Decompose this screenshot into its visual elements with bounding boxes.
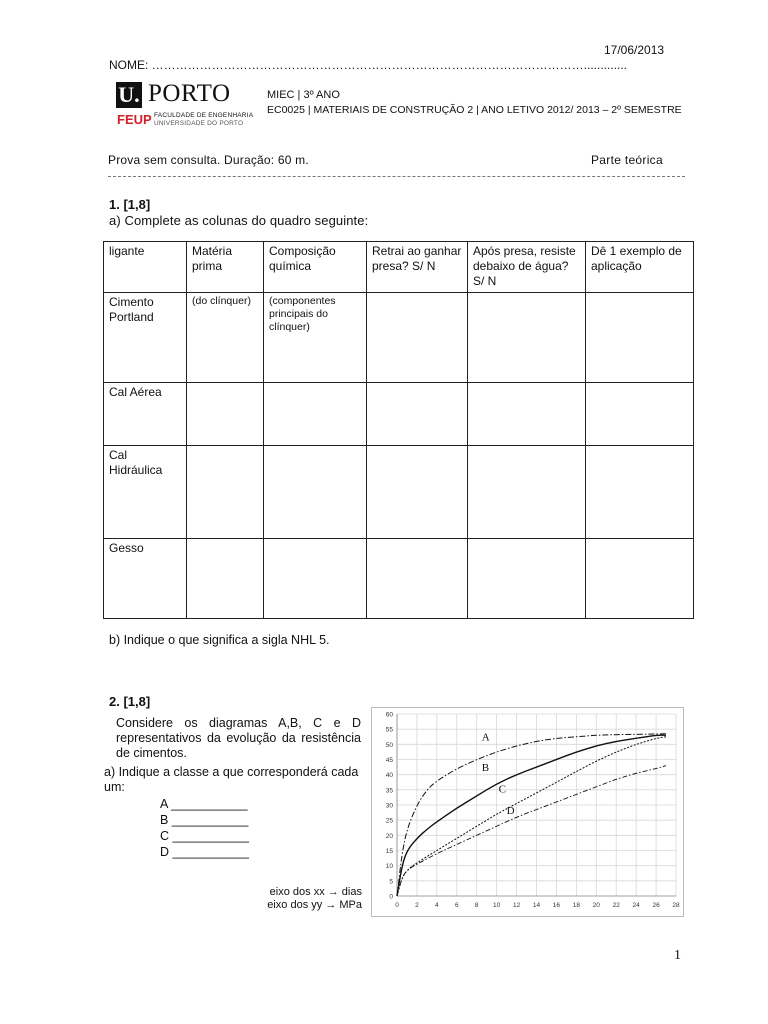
answer-cell-composicao[interactable]: (componentes principais do clínquer) [264, 293, 367, 383]
series-label-d: D [506, 805, 515, 818]
answer-blank-d[interactable]: D ___________ [160, 845, 249, 859]
binders-table [103, 241, 694, 619]
logo-u-mark: U. [116, 82, 142, 108]
table-row [104, 539, 694, 619]
axes-legend [254, 886, 362, 912]
x-tick-label: 8 [474, 902, 479, 909]
answer-cell-resiste[interactable] [468, 293, 586, 383]
x-tick-label: 14 [532, 902, 541, 909]
header-ligante: ligante [104, 242, 187, 293]
x-tick-label: 10 [493, 902, 501, 909]
y-tick-label: 55 [385, 726, 393, 734]
answer-cell-retrai[interactable] [367, 293, 468, 383]
answer-cell-exemplo[interactable] [586, 293, 694, 383]
y-tick-label: 30 [385, 802, 393, 810]
logo-faculty-line1: FACULDADE DE ENGENHARIA [154, 112, 254, 119]
x-tick-label: 2 [415, 902, 419, 909]
answer-cell-resiste[interactable] [468, 383, 586, 446]
row-label: Cimento Portland [104, 293, 187, 383]
series-label-c: C [498, 783, 506, 796]
table-row [104, 293, 694, 383]
question-2-intro: Considere os diagramas A,B, C e D representativos da evolução da resistência de cimentos. [116, 716, 361, 760]
answer-cell-retrai[interactable] [367, 383, 468, 446]
answer-blanks [160, 796, 249, 860]
x-tick-label: 0 [395, 902, 399, 909]
header-resiste-agua: Após presa, resiste debaixo de água? S/ N [468, 242, 586, 293]
header-materia-prima: Matéria prima [187, 242, 264, 293]
table-row [104, 446, 694, 539]
x-tick-label: 6 [454, 902, 459, 909]
answer-cell-materia[interactable]: (do clínquer) [187, 293, 264, 383]
answer-cell-exemplo[interactable] [586, 383, 694, 446]
x-tick-label: 20 [592, 902, 600, 909]
page-number: 1 [674, 948, 681, 963]
axis-x-legend: eixo dos xx → dias [269, 886, 362, 898]
answer-cell-retrai[interactable] [367, 539, 468, 619]
y-tick-label: 20 [385, 832, 393, 840]
table-header-row [104, 242, 694, 293]
exam-date: 17/06/2013 [604, 43, 665, 57]
program-year: MIEC | 3º ANO [267, 89, 340, 101]
row-label: Gesso [104, 539, 187, 619]
y-tick-label: 15 [385, 848, 393, 855]
x-tick-label: 16 [552, 902, 561, 909]
answer-blank-a[interactable]: A ___________ [160, 797, 248, 811]
logo-faculty-text [154, 112, 253, 128]
answer-cell-materia[interactable] [187, 383, 264, 446]
y-tick-label: 25 [385, 817, 393, 825]
answer-cell-composicao[interactable] [264, 383, 367, 446]
y-tick-label: 5 [389, 878, 393, 886]
row-label: Cal Hidráulica [104, 446, 187, 539]
answer-blank-b[interactable]: B ___________ [160, 813, 249, 827]
y-tick-label: 45 [385, 757, 393, 764]
answer-cell-materia[interactable] [187, 539, 264, 619]
header-exemplo: Dê 1 exemplo de aplicação [586, 242, 694, 293]
uporto-feup-logo [111, 80, 261, 130]
answer-cell-resiste[interactable] [468, 539, 586, 619]
answer-cell-composicao[interactable] [264, 539, 367, 619]
axis-y-legend: eixo dos yy → MPa [267, 899, 362, 911]
answer-cell-retrai[interactable] [367, 446, 468, 539]
answer-cell-exemplo[interactable] [586, 539, 694, 619]
question-2a-text: a) Indique a classe a que corresponderá cada um: [104, 765, 359, 794]
logo-faculty-line2: UNIVERSIDADE DO PORTO [154, 120, 244, 127]
exam-part: Parte teórica [591, 153, 663, 167]
x-tick-label: 28 [672, 902, 680, 909]
question-1b-text: b) Indique o que significa a sigla NHL 5. [109, 633, 330, 647]
name-field[interactable]: NOME: ………………………………………………………………………………………………............. [109, 58, 628, 72]
question-2-number: 2. [1,8] [109, 694, 151, 709]
answer-cell-composicao[interactable] [264, 446, 367, 539]
question-1a-text: a) Complete as colunas do quadro seguinte: [109, 213, 369, 228]
row-label: Cal Aérea [104, 383, 187, 446]
header-divider [108, 176, 685, 177]
answer-cell-resiste[interactable] [468, 446, 586, 539]
exam-conditions: Prova sem consulta. Duração: 60 m. [108, 153, 309, 167]
chart-x-ticks [395, 902, 680, 909]
header-retrai: Retrai ao ganhar presa? S/ N [367, 242, 468, 293]
series-label-b: B [481, 762, 490, 775]
x-tick-label: 26 [652, 902, 660, 909]
course-info: EC0025 | MATERIAIS DE CONSTRUÇÃO 2 | ANO LETIVO 2012/ 2013 – 2º SEMESTRE [267, 104, 682, 116]
answer-cell-exemplo[interactable] [586, 446, 694, 539]
question-1-number: 1. [1,8] [109, 197, 151, 212]
answer-blank-c[interactable]: C ___________ [160, 829, 249, 843]
y-tick-label: 0 [389, 893, 393, 901]
y-tick-label: 50 [385, 741, 393, 749]
logo-feup-text: FEUP [117, 112, 152, 127]
x-tick-label: 4 [435, 902, 439, 909]
series-label-a: A [481, 731, 490, 744]
x-tick-label: 22 [612, 902, 620, 909]
y-tick-label: 35 [385, 787, 393, 795]
answer-cell-materia[interactable] [187, 446, 264, 539]
strength-evolution-chart [371, 707, 684, 917]
logo-porto-text: PORTO [148, 80, 231, 107]
y-tick-label: 40 [385, 772, 393, 780]
table-row [104, 383, 694, 446]
x-tick-label: 12 [512, 902, 521, 909]
x-tick-label: 24 [632, 902, 640, 909]
y-tick-label: 60 [385, 711, 393, 719]
y-tick-label: 10 [385, 863, 393, 871]
header-composicao: Composição química [264, 242, 367, 293]
x-tick-label: 18 [572, 902, 580, 909]
